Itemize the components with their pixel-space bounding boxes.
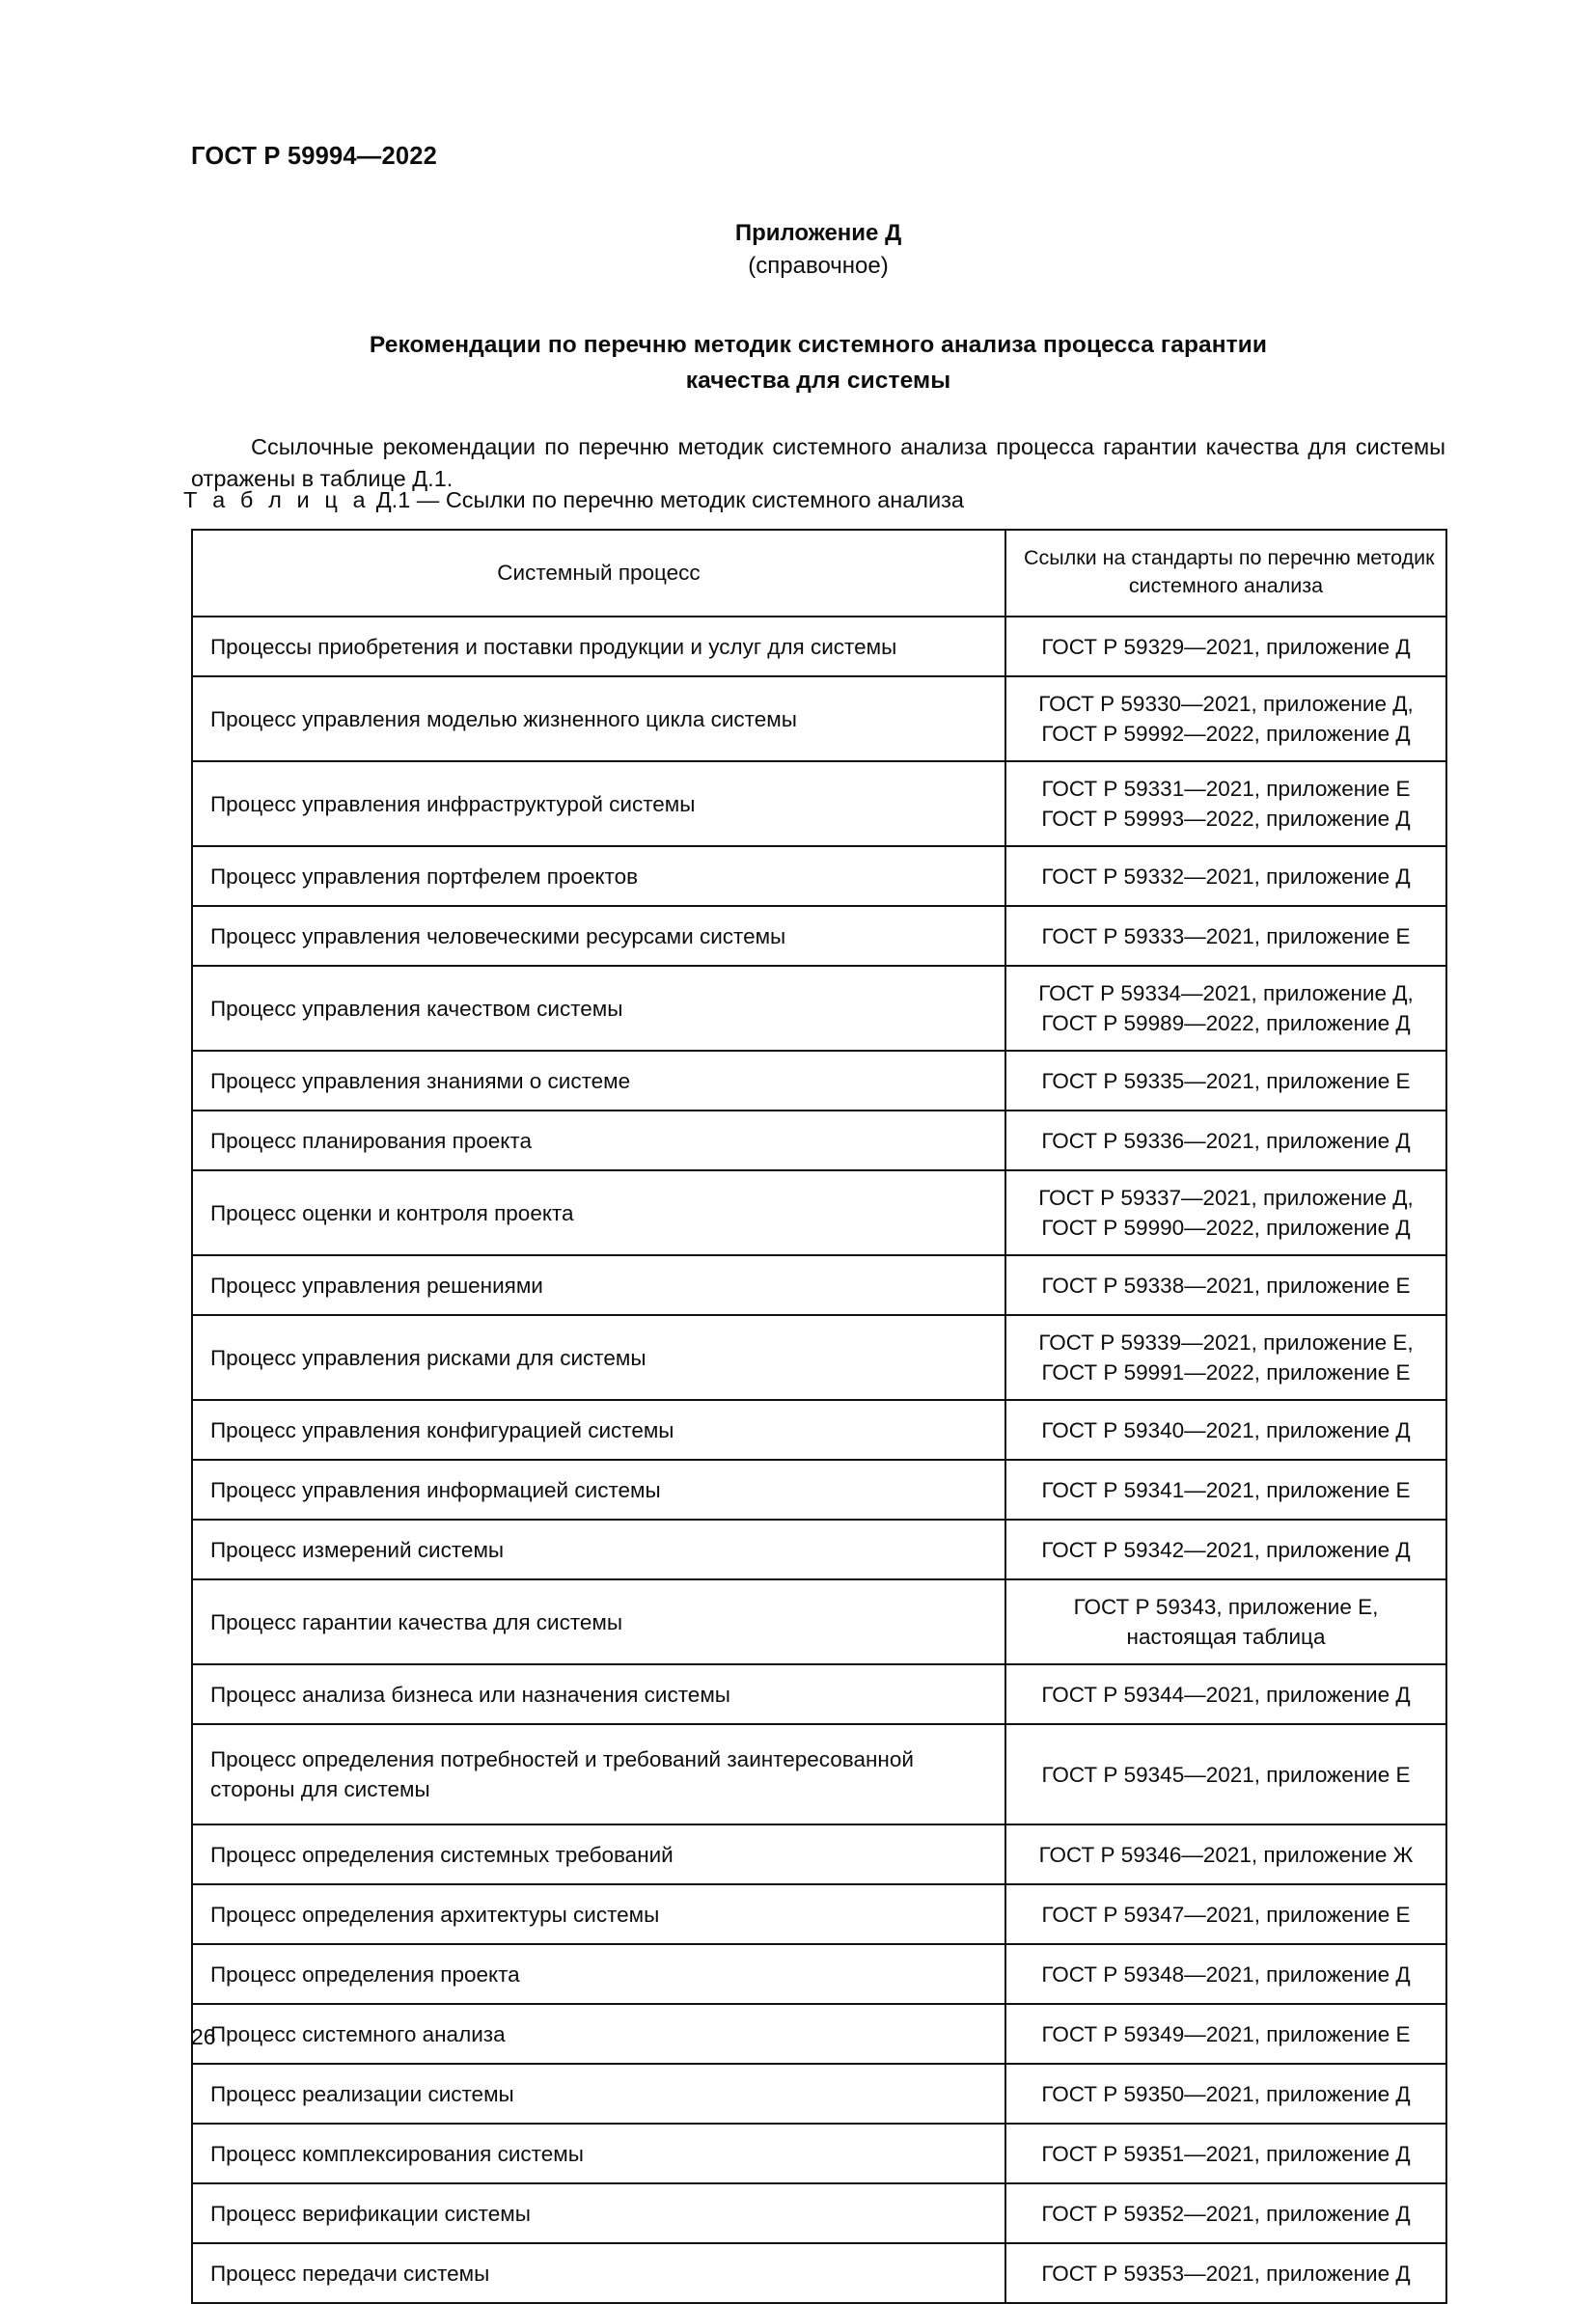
appendix-label: Приложение Д [734, 220, 902, 246]
reference-line: настоящая таблица [1126, 1625, 1326, 1649]
cell-process: Процесс управления конфигурацией системы [192, 1400, 1005, 1460]
cell-process: Процесс управления моделью жизненного цикла системы [192, 676, 1005, 761]
table-row [192, 1824, 1446, 1884]
cell-process: Процесс определения потребностей и требований заинтересованной стороны для системы [192, 1724, 1005, 1824]
cell-reference [1005, 1579, 1446, 1664]
reference-line: ГОСТ Р 59333—2021, приложение Е [1041, 923, 1411, 948]
appendix-heading [191, 217, 1445, 398]
reference-line: ГОСТ Р 59347—2021, приложение Е [1041, 1902, 1411, 1927]
cell-reference [1005, 2183, 1446, 2243]
cell-process: Процесс анализа бизнеса или назначения системы [192, 1664, 1005, 1724]
reference-line: ГОСТ Р 59342—2021, приложение Д [1041, 1537, 1411, 1562]
table-row [192, 1111, 1446, 1170]
cell-process: Процесс комплексирования системы [192, 2124, 1005, 2183]
appendix-kind: (справочное) [748, 253, 889, 279]
table-body [192, 617, 1446, 2303]
appendix-title-line-1: Рекомендации по перечню методик системного анализа процесса гарантии [369, 332, 1268, 358]
reference-line: ГОСТ Р 59340—2021, приложение Д [1041, 1417, 1411, 1442]
table-row [192, 1944, 1446, 2004]
cell-reference [1005, 2004, 1446, 2064]
cell-reference [1005, 2243, 1446, 2303]
references-table [191, 529, 1447, 2304]
reference-line: ГОСТ Р 59349—2021, приложение Е [1041, 2021, 1411, 2046]
table-row [192, 617, 1446, 676]
reference-line: ГОСТ Р 59352—2021, приложение Д [1041, 2201, 1411, 2226]
cell-process: Процесс управления информацией системы [192, 1460, 1005, 1520]
appendix-title-line-2: качества для системы [685, 368, 951, 394]
cell-process: Процесс планирования проекта [192, 1111, 1005, 1170]
cell-reference [1005, 2064, 1446, 2124]
cell-reference [1005, 1170, 1446, 1255]
cell-process: Процесс передачи системы [192, 2243, 1005, 2303]
table-row [192, 1315, 1446, 1400]
reference-line: ГОСТ Р 59335—2021, приложение Е [1041, 1068, 1411, 1093]
cell-reference [1005, 1460, 1446, 1520]
cell-process: Процесс реализации системы [192, 2064, 1005, 2124]
cell-process: Процесс управления качеством системы [192, 966, 1005, 1051]
cell-reference [1005, 1111, 1446, 1170]
cell-process: Процесс оценки и контроля проекта [192, 1170, 1005, 1255]
reference-line: ГОСТ Р 59337—2021, приложение Д, [1038, 1186, 1414, 1210]
reference-line: ГОСТ Р 59330—2021, приложение Д, [1038, 692, 1414, 716]
cell-process: Процесс определения архитектуры системы [192, 1884, 1005, 1944]
cell-reference [1005, 906, 1446, 966]
cell-reference [1005, 966, 1446, 1051]
table-row [192, 2064, 1446, 2124]
reference-line: ГОСТ Р 59346—2021, приложение Ж [1038, 1842, 1414, 1867]
reference-line: ГОСТ Р 59350—2021, приложение Д [1041, 2081, 1411, 2106]
reference-line: ГОСТ Р 59334—2021, приложение Д, [1038, 981, 1414, 1005]
reference-line: ГОСТ Р 59991—2022, приложение Е [1041, 1360, 1411, 1385]
cell-reference [1005, 846, 1446, 906]
reference-line: ГОСТ Р 59332—2021, приложение Д [1041, 864, 1411, 889]
cell-process: Процессы приобретения и поставки продукции и услуг для системы [192, 617, 1005, 676]
column-header-process: Системный процесс [192, 530, 1005, 617]
table-row [192, 966, 1446, 1051]
column-header-reference [1005, 530, 1446, 617]
table-row [192, 1400, 1446, 1460]
reference-line: ГОСТ Р 59331—2021, приложение Е [1041, 777, 1411, 801]
column-header-reference-line-2: системного анализа [1128, 574, 1324, 597]
cell-reference [1005, 1884, 1446, 1944]
cell-reference [1005, 1724, 1446, 1824]
cell-reference [1005, 676, 1446, 761]
table-row [192, 1664, 1446, 1724]
table-row [192, 1724, 1446, 1824]
table-row [192, 2004, 1446, 2064]
reference-line: ГОСТ Р 59992—2022, приложение Д [1041, 722, 1411, 746]
cell-reference [1005, 1944, 1446, 2004]
table-row [192, 906, 1446, 966]
table-row [192, 1579, 1446, 1664]
intro-paragraph: Ссылочные рекомендации по перечню методик системного анализа процесса гарантии качества для системы отражены в таблице Д.1. [191, 433, 1445, 491]
cell-process: Процесс верификации системы [192, 2183, 1005, 2243]
reference-line: ГОСТ Р 59351—2021, приложение Д [1041, 2141, 1411, 2166]
table-row [192, 2183, 1446, 2243]
cell-reference [1005, 1255, 1446, 1315]
reference-line: ГОСТ Р 59338—2021, приложение Е [1041, 1273, 1411, 1298]
table-row [192, 2124, 1446, 2183]
reference-line: ГОСТ Р 59993—2022, приложение Д [1041, 807, 1411, 831]
reference-line: ГОСТ Р 59336—2021, приложение Д [1041, 1128, 1411, 1153]
cell-reference [1005, 1520, 1446, 1579]
column-header-reference-line-1: Ссылки на стандарты по перечню методик [1024, 546, 1435, 569]
table-row [192, 2243, 1446, 2303]
table-caption-word: Т а б л и ц а [183, 487, 371, 512]
reference-line: ГОСТ Р 59348—2021, приложение Д [1041, 1961, 1411, 1987]
reference-line: ГОСТ Р 59329—2021, приложение Д [1041, 634, 1411, 659]
reference-line: ГОСТ Р 59341—2021, приложение Е [1041, 1477, 1411, 1502]
cell-process: Процесс определения системных требований [192, 1824, 1005, 1884]
cell-process: Процесс управления рисками для системы [192, 1315, 1005, 1400]
cell-reference [1005, 1315, 1446, 1400]
reference-line: ГОСТ Р 59989—2022, приложение Д [1041, 1011, 1411, 1035]
table-row [192, 1460, 1446, 1520]
cell-process: Процесс управления знаниями о системе [192, 1051, 1005, 1111]
appendix-title [191, 327, 1445, 398]
reference-line: ГОСТ Р 59990—2022, приложение Д [1041, 1216, 1411, 1240]
cell-process: Процесс управления человеческими ресурсами системы [192, 906, 1005, 966]
cell-reference [1005, 761, 1446, 846]
cell-reference [1005, 1664, 1446, 1724]
reference-line: ГОСТ Р 59339—2021, приложение Е, [1038, 1330, 1414, 1355]
table-row [192, 761, 1446, 846]
reference-line: ГОСТ Р 59344—2021, приложение Д [1041, 1682, 1411, 1707]
reference-line: ГОСТ Р 59343, приложение Е, [1073, 1595, 1379, 1619]
table-header-row [192, 530, 1446, 617]
cell-process: Процесс измерений системы [192, 1520, 1005, 1579]
cell-process: Процесс определения проекта [192, 1944, 1005, 2004]
cell-process: Процесс гарантии качества для системы [192, 1579, 1005, 1664]
cell-process: Процесс управления инфраструктурой системы [192, 761, 1005, 846]
table-row [192, 1884, 1446, 1944]
cell-reference [1005, 617, 1446, 676]
table-caption [183, 485, 964, 514]
cell-reference [1005, 2124, 1446, 2183]
table-header [192, 530, 1446, 617]
table-caption-rest: Д.1 — Ссылки по перечню методик системного анализа [375, 487, 964, 512]
page-number: 26 [191, 2024, 216, 2049]
table-row [192, 1170, 1446, 1255]
cell-process: Процесс управления решениями [192, 1255, 1005, 1315]
cell-reference [1005, 1400, 1446, 1460]
table-row [192, 676, 1446, 761]
cell-process: Процесс управления портфелем проектов [192, 846, 1005, 906]
table-row [192, 1051, 1446, 1111]
cell-reference [1005, 1051, 1446, 1111]
cell-reference [1005, 1824, 1446, 1884]
running-head: ГОСТ Р 59994—2022 [191, 143, 438, 170]
reference-line: ГОСТ Р 59353—2021, приложение Д [1041, 2261, 1411, 2286]
table-row [192, 1255, 1446, 1315]
cell-process: Процесс системного анализа [192, 2004, 1005, 2064]
table-row [192, 846, 1446, 906]
table-row [192, 1520, 1446, 1579]
reference-line: ГОСТ Р 59345—2021, приложение Е [1041, 1762, 1411, 1787]
